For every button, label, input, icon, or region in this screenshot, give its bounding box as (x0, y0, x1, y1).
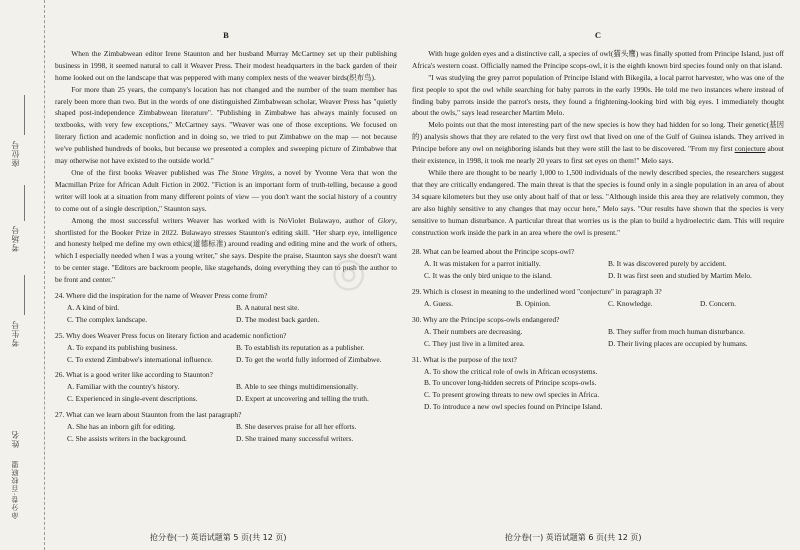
option-d[interactable]: D. Concern. (700, 299, 736, 309)
option-d[interactable]: D. It was first seen and studied by Martim Melo. (608, 271, 752, 281)
question-25 (55, 330, 397, 366)
option-b[interactable]: B. A natural nest site. (236, 302, 300, 312)
question-stem: 24. Where did the inspiration for the name of Weaver Press come from? (55, 291, 268, 301)
passage-c-paragraph: "I was studying the grey parrot population of Principe Island with Bikegila, a local parrot harvester, who was one of the first people to spot the owl while searching for baby parrots in the early 1990s. He told me two instances where instead of finding baby parrots inside the parrot's nests, they found a frightening-looking bird with big eyes. I immediately thought about the owls," says lead researcher Martim Melo. (412, 72, 784, 118)
option-c[interactable]: C. They just live in a limited area. (424, 338, 525, 348)
school-label: 命分卷·百校联盟 (11, 460, 19, 520)
name-label: 姓名 (11, 430, 20, 448)
option-a[interactable]: A. It was mistaken for a parrot initially. (424, 259, 541, 269)
passage-b-paragraph: One of the first books Weaver published was The Stone Virgins, a novel by Yvonne Vera that won the Macmillan Prize for African Adult Fiction in 2002. "Fiction is an important form of truth-telling, because a good writer will look at a situation from many different points of view — you don't want the social history of a country to come out of a single description," Staunton says. (55, 167, 397, 213)
question-stem: 30. Why are the Principe scops-owls endangered? (412, 314, 560, 324)
question-stem: 29. Which is closest in meaning to the underlined word "conjecture" in paragraph 3? (412, 287, 662, 297)
option-d[interactable]: D. The modest back garden. (236, 314, 320, 324)
exam-room-line (24, 185, 25, 221)
passage-c-paragraph: Melo points out that the most interesting part of the new species is how they had hidden for so long. Their genetic(基因的) analysis shows that they are related to the very first owl that lived on one of the Gulf of Guinea islands. They arrived in Principe before any owl on neighboring islands but they were still the last to be discovered. "From my first conjecture about their existence, in 1998, it took me nearly 20 years to first set eyes on them!" Melo says. (412, 120, 784, 166)
option-b[interactable]: B. Opinion. (516, 299, 551, 309)
option-d[interactable]: D. To get the world fully informed of Zimbabwe. (236, 354, 382, 364)
binding-margin (0, 0, 45, 550)
option-c[interactable]: C. She assists writers in the background. (67, 434, 187, 443)
option-b[interactable]: B. To establish its reputation as a publisher. (236, 342, 365, 352)
seat-line (24, 95, 25, 135)
exam-room-label: 考场号 (11, 225, 20, 252)
passage-b-paragraph: For more than 25 years, the company's location has not changed and the number of the team member has rarely been more than two. But in the words of one distinguished Zimbabwean scholar, Weaver Press has "quietly shaped post-independence Zimbabwean literature". "Publishing in Zimbabwe has always mainly focused on textbooks, with very few exceptions," McCartney says. "Weaver was one of those exceptions. We focused on literary fiction and academic nonfiction and in doing so, we tried to put Zimbabwe on the map — not because we've published hundreds of books, but because we presented a complex and sweeping picture of Zimbabwe that may otherwise not have existed to the outside world." (55, 84, 397, 166)
option-a[interactable]: A. Their numbers are decreasing. (424, 326, 523, 336)
section-c-heading: C (594, 30, 602, 40)
question-stem: 25. Why does Weaver Press focus on literary fiction and academic nonfiction? (55, 330, 287, 340)
question-28 (412, 246, 784, 282)
question-stem: 26. What is a good writer like according to Staunton? (55, 370, 213, 380)
option-b[interactable]: B. They suffer from much human disturbance. (608, 326, 745, 336)
question-29 (412, 286, 784, 310)
student-number-line (24, 275, 25, 315)
passage-c-paragraph: While there are thought to be nearly 1,000 to 1,500 individuals of the newly described species, the researchers suggest that they are critically endangered. The main threat is that the species is found only in a single population in an area of about 34 square kilometers but they use only about half of that or less. "Although inside this area they are relatively common, they are also highly sensitive to any changes that may occur here," Melo says. "Our results have shown that the species is very sensitive to human disturbance. A particular threat that worries us is the plan to build a hydroelectric dam. This will require construction work inside the park in an area where the owl is present." (412, 167, 784, 237)
seat-number-label: 座位号 (11, 140, 20, 167)
option-a[interactable]: A. A kind of bird. (67, 302, 120, 312)
question-30 (412, 314, 784, 350)
option-d[interactable]: D. Expert at uncovering and telling the truth. (236, 394, 369, 404)
option-a[interactable]: A. She has an inborn gift for editing. (67, 422, 176, 432)
option-d[interactable]: D. She trained many successful writers. (236, 434, 354, 443)
option-a[interactable]: A. Familiar with the country's history. (67, 382, 180, 392)
passage-b-paragraph: Among the most successful writers Weaver has worked with is NoViolet Bulawayo, author of Glory, shortlisted for the Booker Prize in 2022. Bulawayo stresses Staunton's editing skill. "Her sharp eye, intelligence and honesty helped me define my own ethics(道德标准) around reading and editing mine and the work of others, which I especially needed when I was a young writer," she says. Despite the praise, Staunton says she doesn't want to be center stage. "Editors are backroom people, like stagehands, doing everything they can to push the author to be front and center." (55, 215, 397, 285)
option-a[interactable]: A. Guess. (424, 299, 453, 309)
question-24 (55, 290, 397, 326)
question-stem: 28. What can be learned about the Principe scops-owl? (412, 247, 575, 257)
option-b[interactable]: B. Able to see things multidimensionally. (236, 382, 359, 392)
question-26 (55, 369, 397, 405)
option-c[interactable]: C. The complex landscape. (67, 314, 148, 324)
option-b[interactable]: B. She deserves praise for all her efforts. (236, 422, 357, 432)
option-c[interactable]: C. To present growing threats to new owl species in Africa. (424, 390, 600, 400)
option-d[interactable]: D. Their living places are occupied by humans. (608, 338, 748, 348)
option-a[interactable]: A. To expand its publishing business. (67, 342, 178, 352)
page-5-footer: 抢分卷(一) 英语试题第 5 页(共 12 页) (150, 533, 287, 542)
option-c[interactable]: C. Experienced in single-event descriptions. (67, 394, 198, 404)
student-number-label: 考生号 (11, 320, 20, 347)
passage-c-paragraph: With huge golden eyes and a distinctive call, a species of owl(猫头鹰) was finally spotted from Principe Island, just off Africa's western coast. Officially named the Principe scops-owl, it is the eighth known bird species found only on that island. (412, 48, 784, 70)
option-c[interactable]: C. It was the only bird unique to the island. (424, 271, 552, 281)
watermark: ◎ (321, 244, 374, 302)
passage-c-column (412, 30, 784, 413)
question-stem: 31. What is the purpose of the text? (412, 354, 517, 364)
option-d[interactable]: D. To introduce a new owl species found on Principe Island. (424, 402, 603, 412)
question-stem: 27. What can we learn about Staunton from the last paragraph? (55, 410, 242, 420)
option-b[interactable]: B. To uncover long-hidden secrets of Principe scops-owls. (424, 378, 597, 388)
option-b[interactable]: B. It was discovered purely by accident. (608, 259, 727, 269)
page-6-footer: 抢分卷(一) 英语试题第 6 页(共 12 页) (505, 533, 642, 542)
option-c[interactable]: C. To extend Zimbabwe's international influence. (67, 354, 213, 364)
passage-b-column (55, 30, 397, 445)
question-27 (55, 409, 397, 445)
passage-b-paragraph: When the Zimbabwean editor Irene Staunton and her husband Murray McCartney set up their publishing business in 1998, it seemed natural to call it Weaver Press. Their modest headquarters in the back garden of their home looked out on the landscape that was peppered with many complex nests of the weaver birds(织布鸟). (55, 48, 397, 82)
section-b-heading: B (223, 30, 229, 40)
option-c[interactable]: C. Knowledge. (608, 299, 653, 309)
question-31 (412, 354, 784, 414)
option-a[interactable]: A. To show the critical role of owls in African ecosystems. (424, 366, 598, 376)
